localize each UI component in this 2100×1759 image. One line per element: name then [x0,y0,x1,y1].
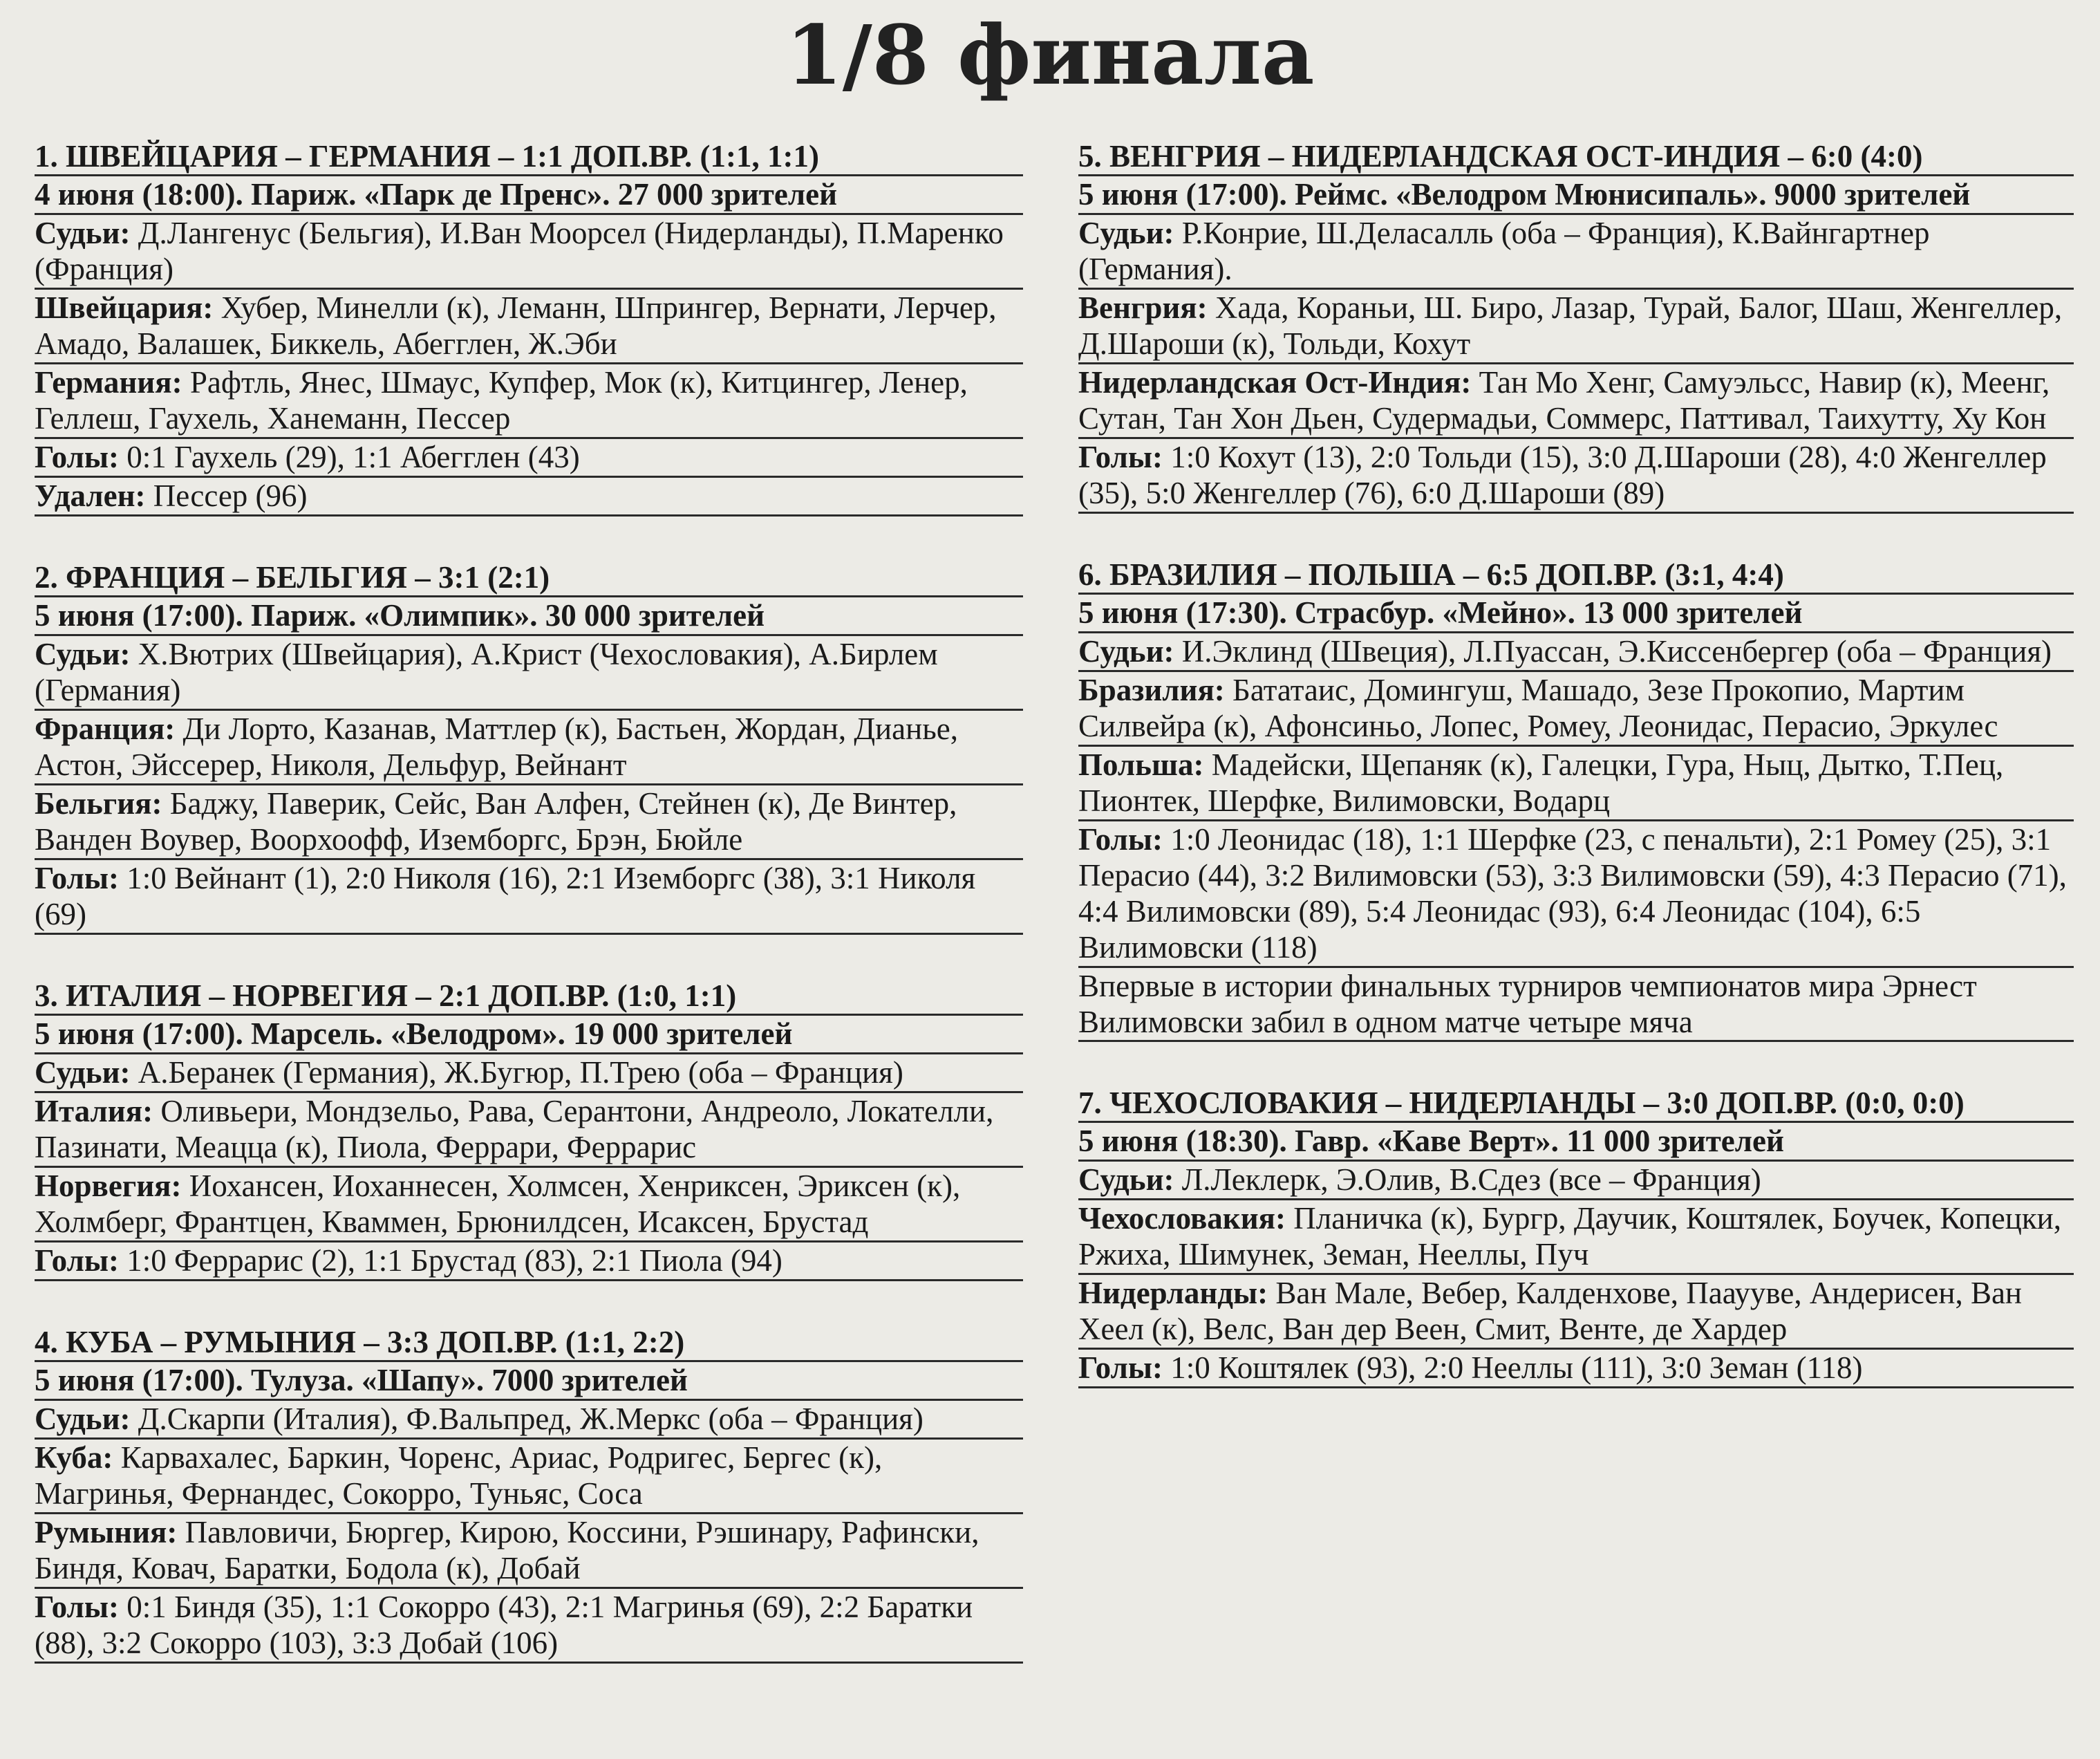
line-label: Голы: [35,861,119,895]
line-label: Куба: [35,1440,113,1475]
line-text: Планичка (к), Бургр, Даучик, Коштялек, Боучек, Копецки, Ржиха, Шимунек, Земан, Нееллы, Пуч [1078,1201,2062,1272]
line-text: 1:0 Феррарис (2), 1:1 Брустад (83), 2:1 Пиола (94) [118,1243,782,1278]
line-text: Д.Скарпи (Италия), Ф.Вальпред, Ж.Меркс (оба – Франция) [130,1402,924,1436]
line-text: А.Беранек (Германия), Ж.Бугюр, П.Трею (оба – Франция) [130,1055,903,1090]
line-text: 1:0 Коштялек (93), 2:0 Нееллы (111), 3:0 Земан (118) [1162,1350,1863,1385]
team-lineup [1078,672,2074,747]
sent-off-line [35,478,1023,516]
page-title: 1/8 финала [785,7,1315,103]
line-text: 1:0 Вейнант (1), 2:0 Николя (16), 2:1 Иземборгс (38), 3:1 Николя (69) [35,861,976,931]
line-text: Л.Леклерк, Э.Олив, В.Сдез (все – Франция) [1174,1162,1761,1197]
line-label: Голы: [1078,440,1163,474]
line-text: 0:1 Гаухель (29), 1:1 Абегглен (43) [118,440,580,474]
line-label: Бельгия: [35,786,162,821]
match-info: 5 июня (17:00). Реймс. «Велодром Мюнисипаль». 9000 зрителей [1078,176,2074,215]
line-text: Баджу, Паверик, Сейс, Ван Алфен, Стейнен (к), Де Винтер, Ванден Воувер, Воорхоофф, Иземборгс, Брэн, Бюйле [35,786,957,857]
line-text: Х.Вютрих (Швейцария), А.Крист (Чехословакия), А.Бирлем (Германия) [35,637,938,707]
line-text: Мадейски, Щепаняк (к), Галецки, Гура, Ныц, Дытко, Т.Пец, Пионтек, Шерфке, Вилимовски, Водарц [1078,747,2004,818]
line-label: Германия: [35,365,182,400]
line-label: Судьи: [35,216,131,250]
referees-line [1078,215,2074,290]
team-lineup [1078,364,2074,439]
match-header: 4. КУБА – РУМЫНИЯ – 3:3 ДОП.ВР. (1:1, 2:2) [35,1324,1023,1362]
line-text: Хада, Кораньи, Ш. Биро, Лазар, Турай, Балог, Шаш, Женгеллер, Д.Шароши (к), Тольди, Кохут [1078,290,2063,361]
line-label: Венгрия: [1078,290,1208,325]
match-header: 3. ИТАЛИЯ – НОРВЕГИЯ – 2:1 ДОП.ВР. (1:0, 1:1) [35,978,1023,1016]
line-label: Голы: [35,440,119,474]
match-3 [35,978,1023,1281]
team-lineup [1078,1200,2074,1275]
team-lineup [35,364,1023,439]
line-text: Бататаис, Домингуш, Машадо, Зезе Прокопио, Мартим Силвейра (к), Афонсиньо, Лопес, Ромеу, Леонидас, Перасио, Эркулес [1078,673,1998,743]
line-label: Судьи: [35,1402,131,1436]
line-text: Д.Лангенус (Бельгия), И.Ван Моорсел (Нидерланды), П.Маренко (Франция) [35,216,1004,286]
team-lineup [1078,1275,2074,1350]
team-lineup [1078,747,2074,821]
line-label: Судьи: [35,1055,131,1090]
line-label: Судьи: [1078,1162,1174,1197]
line-text: Павловичи, Бюргер, Кирою, Коссини, Рэшинару, Рафински, Биндя, Ковач, Баратки, Бодола (к), Добай [35,1515,979,1585]
line-text: Ди Лорто, Казанав, Маттлер (к), Бастьен, Жордан, Дианье, Астон, Эйссерер, Николя, Дельфур, Вейнант [35,711,958,782]
match-info: 5 июня (17:00). Тулуза. «Шапу». 7000 зрителей [35,1362,1023,1401]
line-text: Иохансен, Иоханнесен, Холмсен, Хенриксен, Эриксен (к), Холмберг, Франтцен, Кваммен, Брюнилдсен, Исаксен, Брустад [35,1169,961,1239]
line-text: Ван Мале, Вебер, Калденхове, Пааууве, Андерисен, Ван Хеел (к), Велс, Ван дер Веен, Смит, Венте, де Хардер [1078,1276,2023,1346]
line-label: Норвегия: [35,1169,182,1203]
goals-line [35,439,1023,478]
match-6 [1078,557,2074,1042]
goals-line [35,860,1023,935]
match-7 [1078,1085,2074,1388]
line-label: Италия: [35,1094,153,1128]
line-label: Чехословакия: [1078,1201,1286,1236]
line-label: Нидерланды: [1078,1276,1268,1310]
match-header: 7. ЧЕХОСЛОВАКИЯ – НИДЕРЛАНДЫ – 3:0 ДОП.ВР. (0:0, 0:0) [1078,1085,2074,1123]
left-column [35,138,1023,1706]
team-lineup [1078,290,2074,364]
line-text: 0:1 Биндя (35), 1:1 Сокорро (43), 2:1 Магринья (69), 2:2 Баратки (88), 3:2 Сокорро (103), 3:3 Добай (106) [35,1590,973,1660]
line-text: Тан Мо Хенг, Самуэльсс, Навир (к), Меенг, Сутан, Тан Хон Дьен, Судермадьи, Соммерс, Паттивал, Таихутту, Ху Кон [1078,365,2050,436]
goals-line [1078,1350,2074,1388]
team-lineup [35,711,1023,785]
line-label: Судьи: [1078,216,1174,250]
match-4 [35,1324,1023,1664]
team-lineup [35,1440,1023,1514]
referees-line [35,636,1023,711]
line-label: Бразилия: [1078,673,1225,707]
line-text: Карвахалес, Баркин, Чоренс, Ариас, Родригес, Бергес (к), Магринья, Фернандес, Сокорро, Туньяс, Соса [35,1440,883,1511]
line-label: Швейцария: [35,290,214,325]
match-info: 5 июня (17:00). Марсель. «Велодром». 19 000 зрителей [35,1016,1023,1054]
goals-line [35,1589,1023,1664]
line-text: 1:0 Кохут (13), 2:0 Тольди (15), 3:0 Д.Шароши (28), 4:0 Женгеллер (35), 5:0 Женгеллер (76), 6:0 Д.Шароши (89) [1078,440,2047,510]
match-header: 6. БРАЗИЛИЯ – ПОЛЬША – 6:5 ДОП.ВР. (3:1, 4:4) [1078,557,2074,595]
line-text: Пессер (96) [145,478,308,513]
line-text: Рафтль, Янес, Шмаус, Купфер, Мок (к), Китцингер, Ленер, Геллеш, Гаухель, Ханеманн, Пессер [35,365,968,436]
match-note: Впервые в истории финальных турниров чемпионатов мира Эрнест Вилимовски забил в одном матче четыре мяча [1078,968,2074,1042]
line-label: Голы: [1078,822,1163,857]
match-5 [1078,138,2074,514]
match-2 [35,559,1023,935]
line-label: Голы: [35,1243,119,1278]
match-header: 2. ФРАНЦИЯ – БЕЛЬГИЯ – 3:1 (2:1) [35,559,1023,597]
team-lineup [35,1168,1023,1243]
line-label: Нидерландская Ост-Индия: [1078,365,1472,400]
referees-line [35,1401,1023,1440]
line-label: Голы: [1078,1350,1163,1385]
match-header: 1. ШВЕЙЦАРИЯ – ГЕРМАНИЯ – 1:1 ДОП.ВР. (1:1, 1:1) [35,138,1023,176]
match-info: 5 июня (17:00). Париж. «Олимпик». 30 000 зрителей [35,597,1023,636]
referees-line [35,215,1023,290]
line-text: 1:0 Леонидас (18), 1:1 Шерфке (23, с пенальти), 2:1 Ромеу (25), 3:1 Перасио (44), 3:2 Вилимовски (53), 3:3 Вилимовски (59), 4:3 Перасио (71), 4:4 Вилимовски (89), 5:4 Леонидас (93), 6:4 Леонидас (104), 6:5 Вилимовски (118) [1078,822,2067,965]
match-info: 5 июня (18:30). Гавр. «Каве Верт». 11 000 зрителей [1078,1123,2074,1162]
referees-line [1078,1162,2074,1200]
line-label: Румыния: [35,1515,178,1549]
team-lineup [35,1514,1023,1589]
team-lineup [35,785,1023,860]
right-column [1078,138,2074,1431]
match-1 [35,138,1023,516]
team-lineup [35,290,1023,364]
line-label: Судьи: [1078,634,1174,669]
match-header: 5. ВЕНГРИЯ – НИДЕРЛАНДСКАЯ ОСТ-ИНДИЯ – 6:0 (4:0) [1078,138,2074,176]
referees-line [35,1054,1023,1093]
line-label: Судьи: [35,637,131,671]
goals-line [1078,439,2074,514]
line-label: Голы: [35,1590,119,1624]
referees-line [1078,633,2074,672]
match-info: 5 июня (17:30). Страсбур. «Мейно». 13 000 зрителей [1078,595,2074,633]
line-text: Оливьери, Мондзельо, Рава, Серантони, Андреоло, Локателли, Пазинати, Меацца (к), Пиола, Феррари, Феррарис [35,1094,994,1164]
goals-line [35,1243,1023,1281]
line-text: Хубер, Минелли (к), Леманн, Шпрингер, Вернати, Лерчер, Амадо, Валашек, Биккель, Абегглен, Ж.Эби [35,290,997,361]
goals-line [1078,821,2074,968]
team-lineup [35,1093,1023,1168]
line-label: Удален: [35,478,146,513]
line-text: Р.Конрие, Ш.Деласалль (оба – Франция), К.Вайнгартнер (Германия). [1078,216,1930,286]
match-info: 4 июня (18:00). Париж. «Парк де Пренс». 27 000 зрителей [35,176,1023,215]
line-label: Польша: [1078,747,1204,782]
line-text: И.Эклинд (Швеция), Л.Пуассан, Э.Киссенбергер (оба – Франция) [1174,634,2052,669]
line-label: Франция: [35,711,176,746]
